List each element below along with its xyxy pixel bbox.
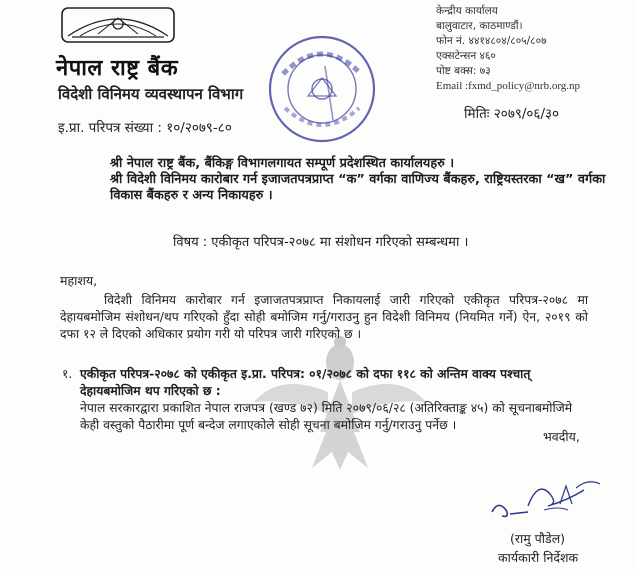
circular-date: मितिः २०७९/०६/३० xyxy=(464,106,560,122)
office-phone: फोन नं. ४४१४८०४/८०५/८०७ xyxy=(436,35,547,47)
body-paragraph: विदेशी विनिमय कारोबार गर्न इजाजतपत्रप्राप्त निकायलाई जारी गरिएको एकीकृत परिपत्र-२०७८ मा देहायबमोजिम संशोधन/थप गरिएको हुँदा सोही बमोजिम गर्नु/गराउनु हुन विदेशी विनिमय (नियमित गर्ने) ऐन, २०१९ को दफा १२ ले दिएको अधिकार प्रयोग गरी यो परिपत्र जारी गरिएको छ । xyxy=(60,293,588,341)
office-address: बालुवाटार, काठमाण्डौं। xyxy=(436,20,523,32)
signer-title: कार्यकारी निर्देशक xyxy=(498,550,579,565)
office-po-box: पोष्ट बक्स: ७३ xyxy=(436,65,491,77)
item-body: नेपाल सरकारद्वारा प्रकाशित नेपाल राजपत्र (खण्ड ७२) मिति २०७९/०६/२८ (अतिरिक्ताङ्क ४५) को सूचनाबमोजिमे केही वस्तुको पैठारीमा पूर्ण बन्देज लगाएकोले सोही सूचना बमोजिम गर्नु/गराउनु पर्नेछ । xyxy=(80,401,573,432)
office-contact-block xyxy=(436,4,580,94)
office-email: Email :fxmd_policy@nrb.org.np xyxy=(436,80,581,92)
department-name: विदेशी विनिमय व्यवस्थापन विभाग xyxy=(58,85,244,103)
recipient-line: श्री नेपाल राष्ट्र बैंक, बैंकिङ्ग विभागलगायत सम्पूर्ण प्रदेशस्थित कार्यालयहरु । xyxy=(110,156,455,171)
signer-name: (रामु पौडेल) xyxy=(510,531,566,546)
organization-name: नेपाल राष्ट्र बैंक xyxy=(56,56,179,81)
closing-line: भवदीय, xyxy=(543,429,580,444)
recipient-line: विकास बैंकहरु र अन्य निकायहरु । xyxy=(110,188,273,203)
amendment-item xyxy=(62,366,588,434)
recipients-block xyxy=(110,156,606,204)
handwritten-signature-icon xyxy=(488,470,608,530)
item-lead: एकीकृत परिपत्र-२०७८ को एकीकृत इ.प्रा. परिपत्र: ०१/२०७८ को दफा ११८ को अन्तिम वाक्य पश्चात् देहायबमोजिम थप गरिएको छ : xyxy=(80,367,531,398)
recipient-line: श्री विदेशी विनिमय कारोबार गर्न इजाजतपत्रप्राप्त “क” वर्गका वाणिज्य बैंकहरु, राष्ट्रियस्तरका “ख” वर्गका xyxy=(110,172,606,187)
official-seal-icon xyxy=(263,30,381,148)
office-extension: एक्सटेन्सन ४६० xyxy=(436,50,496,62)
salutation: महाशय, xyxy=(60,273,98,288)
subject-line: विषय : एकीकृत परिपत्र-२०७८ मा संशोधन गरिएको सम्बन्धमा । xyxy=(173,235,469,250)
nrb-logo-icon xyxy=(58,6,178,44)
reference-number: इ.प्रा. परिपत्र संख्या : १०/२०७९-८० xyxy=(58,120,232,136)
office-title: केन्द्रीय कार्यालय xyxy=(436,5,498,17)
item-number: १. xyxy=(62,367,73,381)
